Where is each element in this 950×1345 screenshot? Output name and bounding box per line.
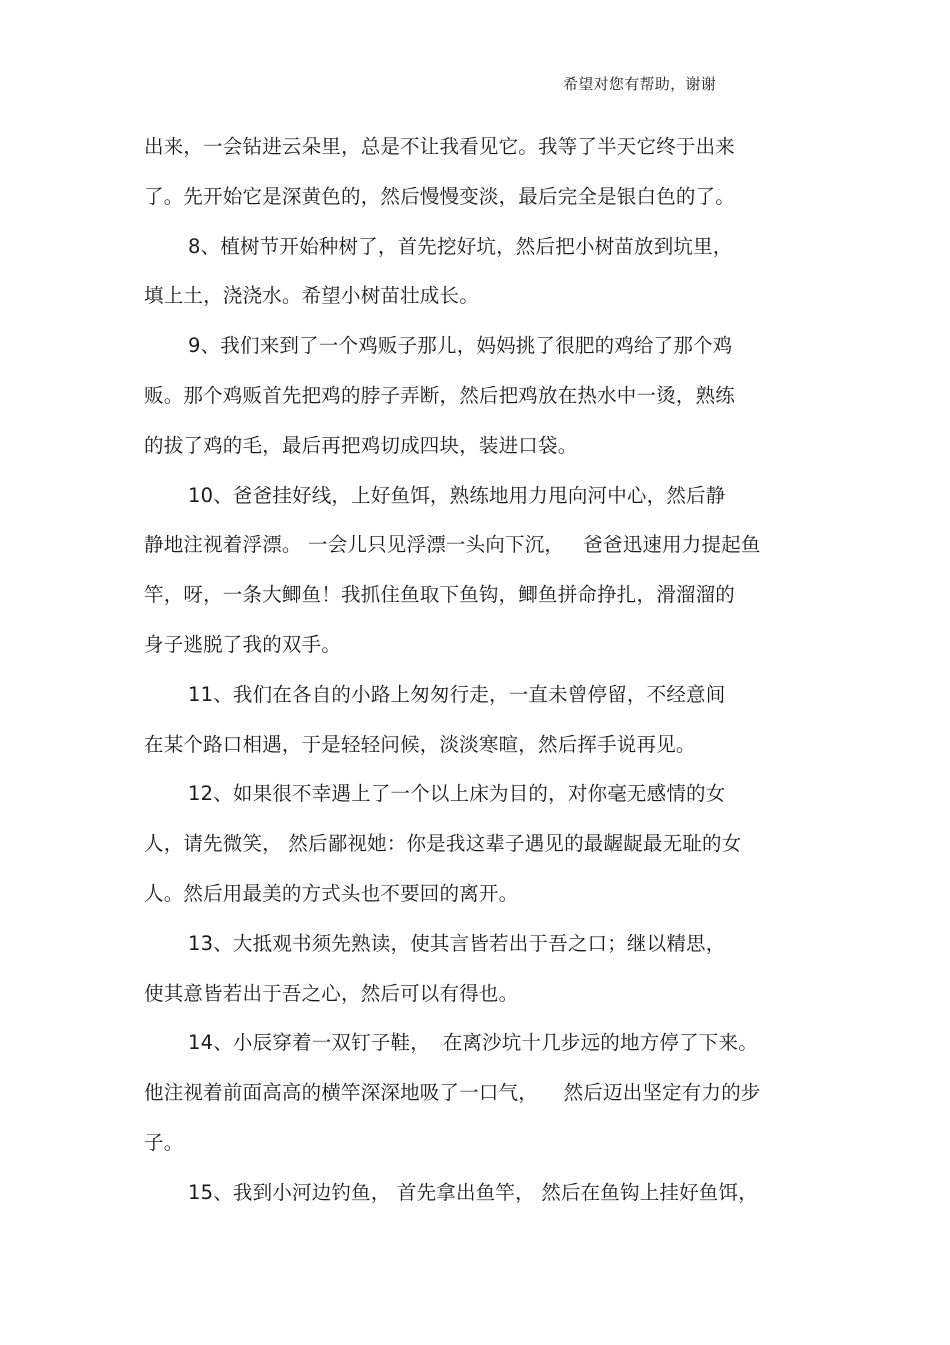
document-body xyxy=(144,122,804,1218)
text-line: 在某个路口相遇，于是轻轻问候，淡淡寒暄，然后挥手说再见。 xyxy=(144,732,696,756)
paragraph-start-line: 13、大抵观书须先熟读，使其言皆若出于吾之口；继以精思， xyxy=(188,931,726,955)
text-line: 使其意皆若出于吾之心，然后可以有得也。 xyxy=(144,981,519,1005)
paragraph-start-line: 10、爸爸挂好线，上好鱼饵，熟练地用力甩向河中心，然后静 xyxy=(188,483,726,507)
text-line: 身子逃脱了我的双手。 xyxy=(144,632,342,656)
text-line: 出来，一会钻进云朵里，总是不让我看见它。我等了半天它终于出来 xyxy=(144,135,736,158)
text-line: 竿，呀，一条大鲫鱼！我抓住鱼取下鱼钩，鲫鱼拼命挣扎，滑溜溜的 xyxy=(144,583,736,607)
text-line: 静地注视着浮漂。 一会儿只见浮漂一头向下沉， 爸爸迅速用力提起鱼 xyxy=(144,533,761,557)
text-line: 了。先开始它是深黄色的，然后慢慢变淡，最后完全是银白色的了。 xyxy=(144,184,736,208)
page-header: 希望对您有帮助，谢谢 xyxy=(563,75,717,93)
paragraph-start-line: 12、如果很不幸遇上了一个以上床为目的，对你毫无感情的女 xyxy=(188,782,726,806)
text-line: 他注视着前面高高的横竿深深地吸了一口气， 然后迈出坚定有力的步 xyxy=(144,1081,761,1105)
paragraph-start-line: 8、植树节开始种树了，首先挖好坑，然后把小树苗放到坑里， xyxy=(188,234,733,258)
text-line: 人，请先微笑， 然后鄙视她：你是我这辈子遇见的最龌龊最无耻的女 xyxy=(144,832,742,856)
paragraph-start-line: 11、我们在各自的小路上匆匆行走，一直未曾停留，不经意间 xyxy=(188,682,726,706)
paragraph-start-line: 9、我们来到了一个鸡贩子那儿，妈妈挑了很肥的鸡给了那个鸡 xyxy=(188,334,733,358)
text-line: 贩。那个鸡贩首先把鸡的脖子弄断，然后把鸡放在热水中一烫，熟练 xyxy=(144,383,736,407)
text-line: 填上土，浇浇水。希望小树苗壮成长。 xyxy=(144,284,479,308)
text-line: 子。 xyxy=(144,1130,184,1154)
text-line: 的拔了鸡的毛，最后再把鸡切成四块，装进口袋。 xyxy=(144,433,578,457)
text-line: 人。然后用最美的方式头也不要回的离开。 xyxy=(144,881,519,905)
paragraph-start-line: 15、我到小河边钓鱼， 首先拿出鱼竿， 然后在鱼钩上挂好鱼饵， xyxy=(188,1180,758,1204)
paragraph-start-line: 14、小辰穿着一双钉子鞋， 在离沙坑十几步远的地方停了下来。 xyxy=(188,1031,758,1055)
